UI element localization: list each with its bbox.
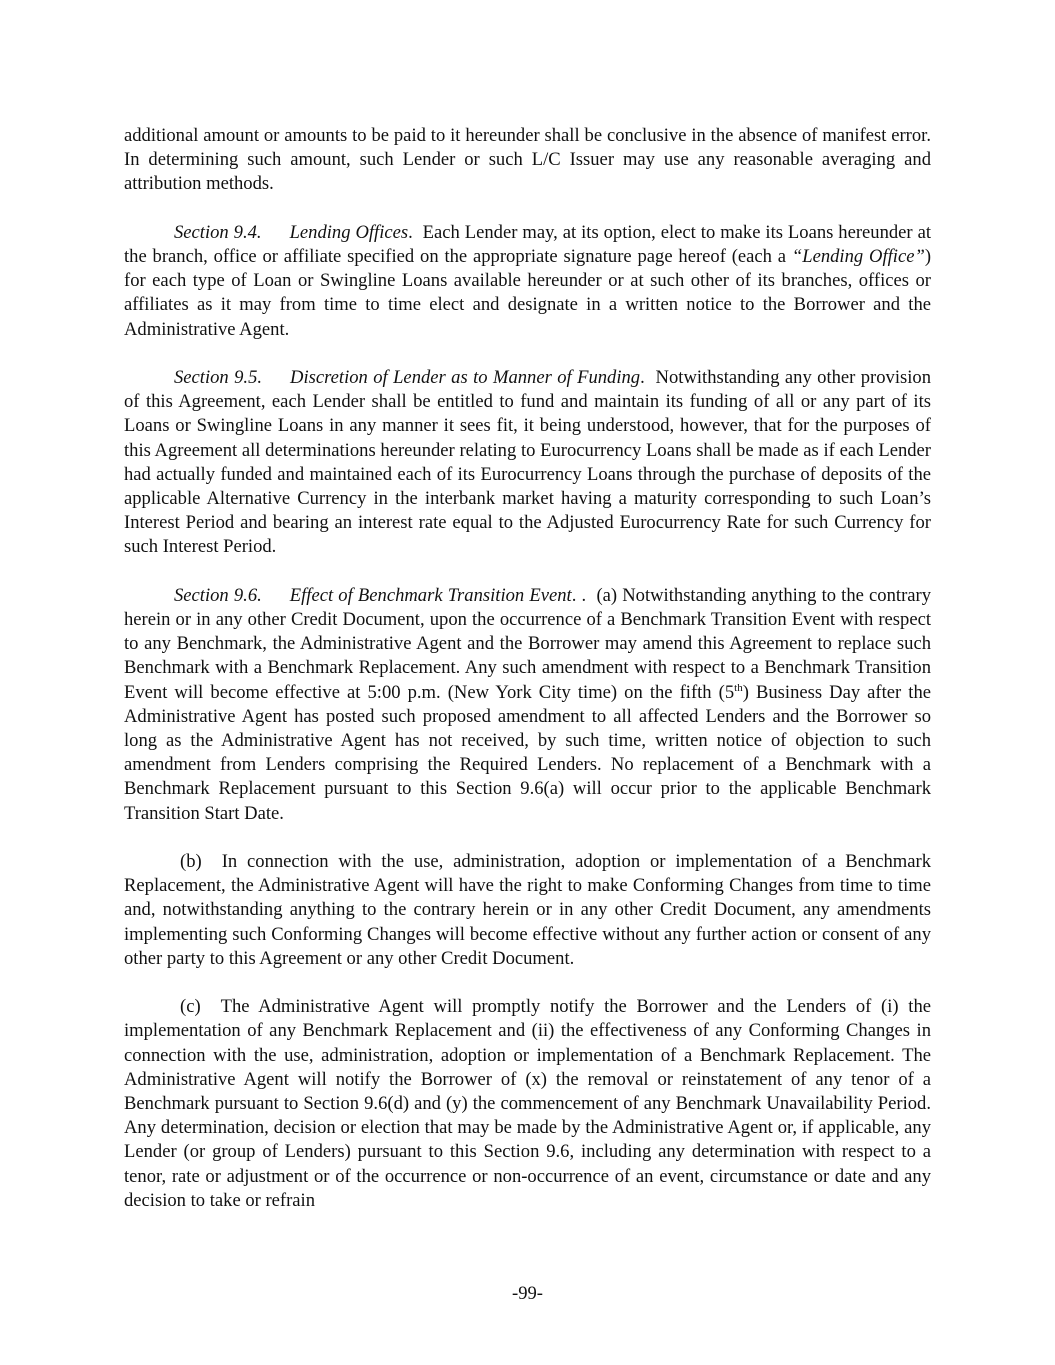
defined-term: “Lending Office” <box>791 246 925 267</box>
page-number: -99- <box>512 1283 543 1304</box>
section-number: Section 9.5. <box>174 367 263 388</box>
section-9-4: Section 9.4. Lending Offices. Each Lender may, at its option, elect to make its Loans hereunder at the branch, office or affiliate specified on the appropriate signature page hereof (each a “Lending Office”) for each type of Loan or Swingline Loans available hereunder or at such other of its branches, offices or affiliates as it may from time to time elect and designate in a written notice to the Borrower and the Administrative Agent. <box>124 221 932 340</box>
section-title: Lending Offices <box>289 221 409 243</box>
superscript: th <box>734 681 743 694</box>
section-title: Effect of Benchmark Transition Event <box>289 584 572 606</box>
clause-label: (c) <box>180 996 201 1018</box>
section-9-6: Section 9.6. Effect of Benchmark Transition Event. . (a) Notwithstanding anything to the contrary herein or in any other Credit Document, upon the occurrence of a Benchmark Transition Event with respect to any Benchmark, the Administrative Agent and the Borrower may amend this Agreement to replace such Benchmark with a Benchmark Replacement. Any such amendment with respect to a Benchmark Transition Event will become effective at 5:00 p.m. (New York City time) on the fifth (5th) Business Day after the Administrative Agent has posted such proposed amendment to all affected Lenders and the Borrower so long as the Administrative Agent has not received, by such time, written notice of objection to such amendment from Lenders comprising the Required Lenders. No replacement of a Benchmark with a Benchmark Replacement pursuant to this Section 9.6(a) will occur prior to the applicable Benchmark Transition Start Date. <box>124 584 932 824</box>
paragraph-continuation: additional amount or amounts to be paid to it hereunder shall be conclusive in the absence of manifest error. In determining such amount, such Lender or such L/C Issuer may use any reasonable averaging and attribution methods. <box>124 125 931 195</box>
document-body <box>124 124 931 1237</box>
section-number: Section 9.6. <box>174 584 262 606</box>
paragraph-c: (c) The Administrative Agent will promptly notify the Borrower and the Lenders of (i) the implementation of any Benchmark Replacement and (ii) the effectiveness of any Conforming Changes in connection with the use, administration, adoption or implementation of a Benchmark Replacement. The Administrative Agent will notify the Borrower of (x) the removal or reinstatement of any tenor of a Benchmark pursuant to Section 9.6(d) and (y) the commencement of any Benchmark Unavailability Period. Any determination, decision or election that may be made by the Administrative Agent or, if applicable, any Lender (or group of Lenders) pursuant to this Section 9.6, including any determination with respect to a tenor, rate or adjustment or of the occurrence or non-occurrence of an event, circumstance or date and any decision to take or refrain <box>124 996 931 1211</box>
section-number: Section 9.4. <box>174 221 262 243</box>
clause-label: (b) <box>180 851 202 873</box>
paragraph-b: (b) In connection with the use, administration, adoption or implementation of a Benchmark Replacement, the Administrative Agent will have the right to make Conforming Changes from time to time and, notwithstanding anything to the contrary herein or in any other Credit Document, any amendments implementing such Conforming Changes will become effective without any further action or consent of any other party to this Agreement or any other Credit Document. <box>124 851 931 969</box>
section-title: Discretion of Lender as to Manner of Funding <box>290 367 641 388</box>
section-9-5: Section 9.5. Discretion of Lender as to Manner of Funding. Notwithstanding any other provision of this Agreement, each Lender shall be entitled to fund and maintain its funding of all or any part of its Loans or Swingline Loans in any manner it sees fit, it being understood, however, that for the purposes of this Agreement all determinations hereunder relating to Eurocurrency Loans shall be made as if each Lender had actually funded and maintained each of its Eurocurrency Loans through the purchase of deposits of the applicable Alternative Currency in the interbank market having a maturity corresponding to such Loan’s Interest Period and bearing an interest rate equal to the Adjusted Eurocurrency Rate for such Currency for such Interest Period. <box>124 367 931 558</box>
